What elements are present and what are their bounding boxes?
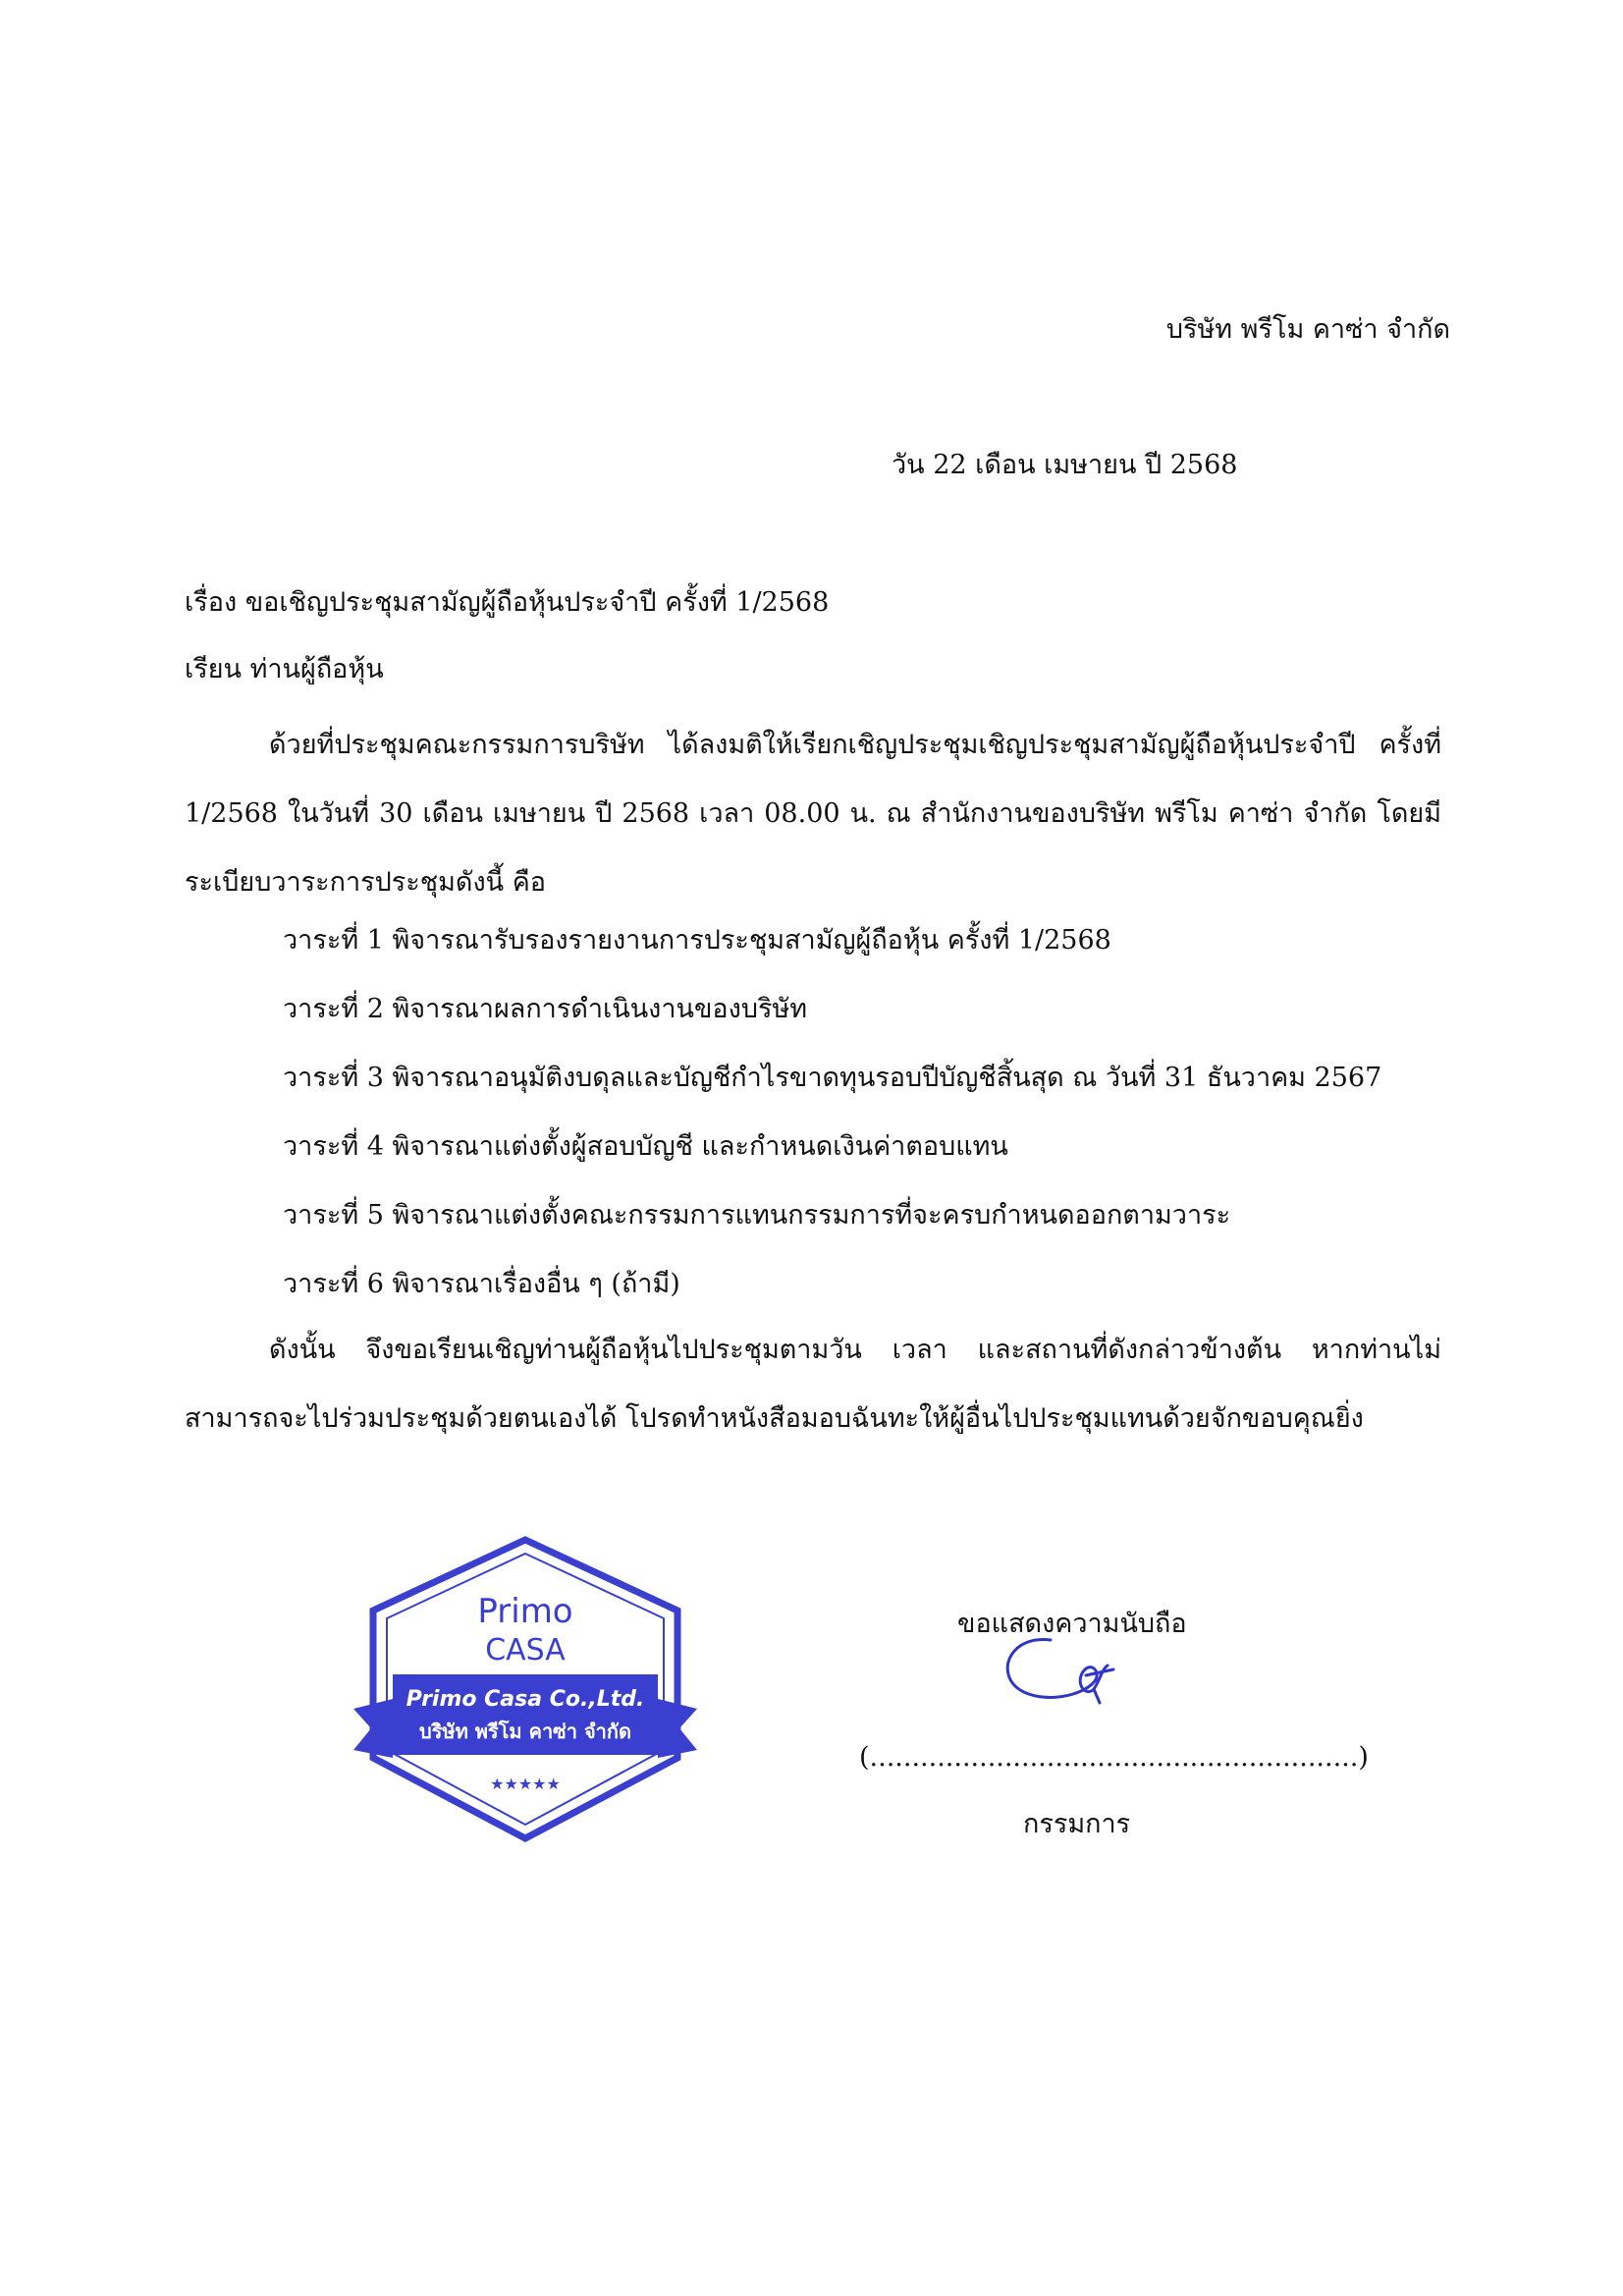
stamp-stars: ★★★★★ [490,1775,561,1793]
letter-salutation: เรียน ท่านผู้ถือหุ้น [185,654,384,684]
agenda-item-6: วาระที่ 6 พิจารณาเรื่องอื่น ๆ (ถ้ามี) [283,1269,680,1299]
company-stamp [353,1532,697,1846]
agenda-item-4: วาระที่ 4 พิจารณาแต่งตั้งผู้สอบบัญชี และกำหนดเงินค่าตอบแทน [283,1131,1008,1162]
signature-name-line: (..........................................................) [859,1742,1369,1773]
letter-date: วัน 22 เดือน เมษายน ปี 2568 [892,450,1238,480]
signatory-position: กรรมการ [1023,1809,1131,1839]
company-name: บริษัท พรีโม คาซ่า จำกัด [1165,314,1450,345]
agenda-item-3: วาระที่ 3 พิจารณาอนุมัติงบดุลและบัญชีกำไรขาดทุนรอบปีบัญชีสิ้นสุด ณ วันที่ 31 ธันวาคม 2567 [283,1063,1382,1093]
stamp-ribbon-th: บริษัท พรีโม คาซ่า จำกัด [418,1720,632,1743]
regards-text: ขอแสดงความนับถือ [957,1609,1187,1639]
stamp-line1: Primo [477,1592,573,1631]
stamp-line2: CASA [485,1633,566,1667]
letter-body-paragraph: ด้วยที่ประชุมคณะกรรมการบริษัท ได้ลงมติให้เรียกเชิญประชุมเชิญประชุมสามัญผู้ถือหุ้นประจำปี ครั้งที่ 1/2568 ในวันที่ 30 เดือน เมษายน ปี 2568 เวลา 08.00 น. ณ สำนักงานของบริษัท พรีโม คาซ่า จำกัด โดยมีระเบียบวาระการประชุมดังนี้ คือ [185,730,1441,898]
handwritten-signature [992,1630,1119,1709]
agenda-item-1: วาระที่ 1 พิจารณารับรองรายงานการประชุมสามัญผู้ถือหุ้น ครั้งที่ 1/2568 [283,925,1111,956]
stamp-ribbon-en: Primo Casa Co.,Ltd. [406,1687,645,1712]
agenda-item-5: วาระที่ 5 พิจารณาแต่งตั้งคณะกรรมการแทนกรรมการที่จะครบกำหนดออกตามวาระ [283,1200,1231,1230]
agenda-item-2: วาระที่ 2 พิจารณาผลการดำเนินงานของบริษัท [283,994,808,1024]
closing-paragraph: ดังนั้น จึงขอเรียนเชิญท่านผู้ถือหุ้นไปประชุมตามวัน เวลา และสถานที่ดังกล่าวข้างต้น หากท่านไม่สามารถจะไปร่วมประชุมด้วยตนเองได้ โปรดทำหนังสือมอบฉันทะให้ผู้อื่นไปประชุมแทนด้วยจักขอบคุณยิ่ง [185,1335,1441,1434]
letter-subject: เรื่อง ขอเชิญประชุมสามัญผู้ถือหุ้นประจำปี ครั้งที่ 1/2568 [185,587,830,618]
